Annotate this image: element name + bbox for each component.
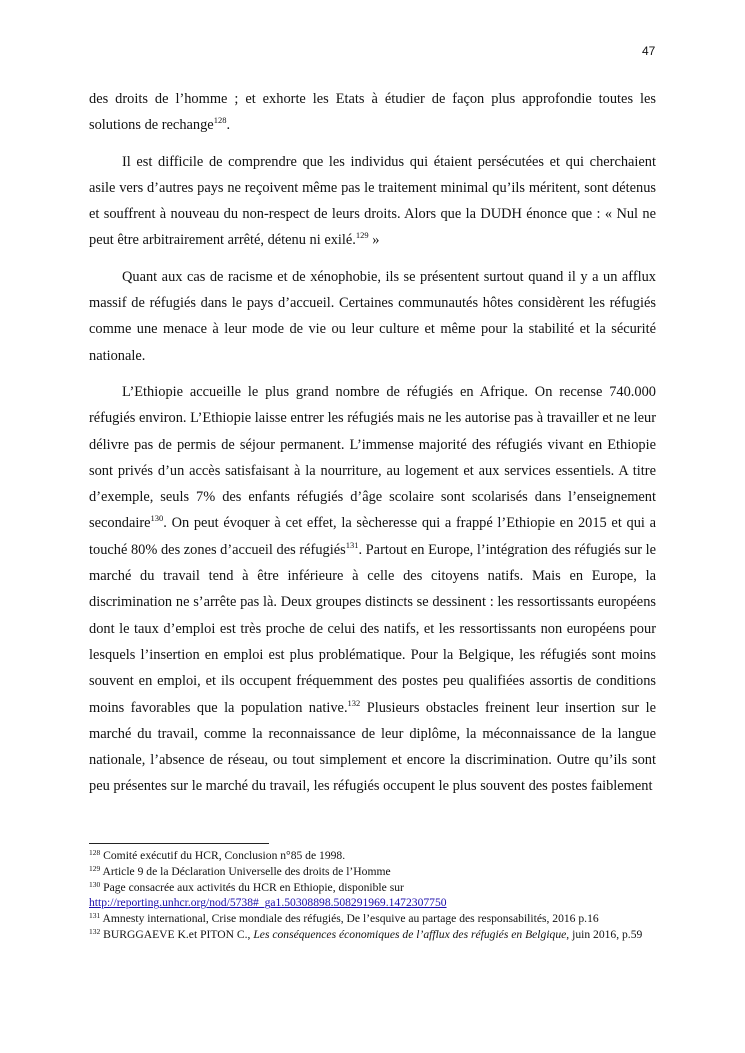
footnote-text: BURGGAEVE K.et PITON C.,	[100, 927, 254, 941]
paragraph-text: des droits de l’homme ; et exhorte les Etats à étudier de façon plus approfondie toutes les solutions de rechange	[89, 91, 656, 134]
paragraph-3	[89, 264, 656, 369]
footnote-text: Article 9 de la Déclaration Universelle des droits de l’Homme	[100, 864, 391, 878]
footnote-text: Amnesty international, Crise mondiale des réfugiés, De l’esquive au partage des responsabilités, 2016 p.16	[100, 912, 599, 926]
footnote-number: 131	[89, 911, 101, 921]
page-number: 47	[642, 44, 656, 58]
footnote-ref-128[interactable]: 128	[213, 115, 227, 126]
paragraph-2	[89, 149, 656, 254]
paragraph-text: .	[226, 117, 231, 134]
footnote-131	[89, 911, 656, 927]
paragraph-text: Quant aux cas de racisme et de xénophobie, ils se présentent surtout quand il y a un afflux massif de réfugiés dans le pays d’accueil. Certaines communautés hôtes considèrent les réfugiés comme une menace à leur mode de vie ou leur culture et même pour la stabilité et la sécurité nationale.	[89, 268, 656, 364]
footnote-128	[89, 848, 656, 864]
footnote-number: 129	[89, 863, 101, 873]
footnote-ref-129[interactable]: 129	[355, 230, 369, 241]
footnote-ref-131[interactable]: 131	[345, 539, 359, 550]
paragraph-text: . Partout en Europe, l’intégration des réfugiés sur le marché du travail tend à être inférieure à celle des citoyens natifs. Mais en Europe, la discrimination ne s’arrête pas là. Deux groupes distincts se dessinent : les ressortissants européens dont le taux d’emploi est très proche de celui des natifs, et les ressortissants non européens pour lesquels l’insertion en emploi est plus problématique. Pour la Belgique, les réfugiés sont moins souvent en emploi, et ils occupent fréquemment des postes peu qualifiées assortis de conditions moins favorables que la population native.	[89, 541, 656, 716]
footnote-number: 128	[89, 848, 101, 857]
paragraph-text: Il est difficile de comprendre que les individus qui étaient persécutées et qui cherchaient asile vers d’autres pays ne reçoivent même pas le traitement minimal qu’ils méritent, sont détenus et souffrent à nouveau du non-respect de leurs droits. Alors que la DUDH énonce que : « Nul ne peut être arbitrairement arrêté, détenu ni exilé.	[89, 153, 656, 249]
footnote-text: , juin 2016, p.59	[566, 927, 643, 941]
body-text	[89, 86, 656, 810]
footnote-title: Les conséquences économiques de l’afflux des réfugiés en Belgique	[253, 927, 567, 941]
footnote-number: 130	[89, 879, 101, 889]
paragraph-text: »	[368, 232, 380, 249]
footnote-text: Comité exécutif du HCR, Conclusion n°85 de 1998.	[100, 849, 346, 862]
footnote-ref-130[interactable]: 130	[150, 513, 164, 524]
footnote-129	[89, 864, 656, 880]
paragraph-1	[89, 86, 656, 139]
footnote-text: Page consacrée aux activités du HCR en Ethiopie, disponible sur	[100, 880, 404, 894]
paragraph-4	[89, 379, 656, 800]
paragraph-text: L’Ethiopie accueille le plus grand nombre de réfugiés en Afrique. On recense 740.000 réfugiés environ. L’Ethiopie laisse entrer les réfugiés mais ne les autorise pas à travailler et ne leur délivre pas de permis de séjour permanent. L’immense majorité des réfugiés vivant en Ethiopie sont privés d’un accès satisfaisant à la nourriture, au logement et aux services essentiels. A titre d’exemple, seuls 7% des enfants réfugiés d’âge scolaire sont scolarisés dans l’enseignement secondaire	[89, 383, 656, 532]
footnote-130	[89, 880, 656, 912]
paragraph-text: . On peut évoquer à cet effet, la sècheresse qui a frappé l’Ethiopie en 2015 et qui a touché 80% des zones d’accueil des réfugiés	[89, 515, 656, 558]
unhcr-link[interactable]: http://reporting.unhcr.org/nod/5738#_ga1.50308898.508291969.1472307750	[89, 896, 447, 910]
footnote-separator	[89, 843, 269, 844]
footnote-132	[89, 927, 656, 943]
footnote-number: 132	[89, 926, 101, 936]
paragraph-text: Plusieurs obstacles freinent leur insertion sur le marché du travail, comme la reconnaissance de leur diplôme, la méconnaissance de la langue nationale, l’absence de réseau, ou tout simplement et encore la discrimination. Outre qu’ils sont peu présentes sur le marché du travail, les réfugiés occupent le plus souvent des postes faiblement	[89, 699, 657, 795]
footnote-ref-132[interactable]: 132	[347, 697, 361, 708]
footnotes	[89, 843, 656, 943]
